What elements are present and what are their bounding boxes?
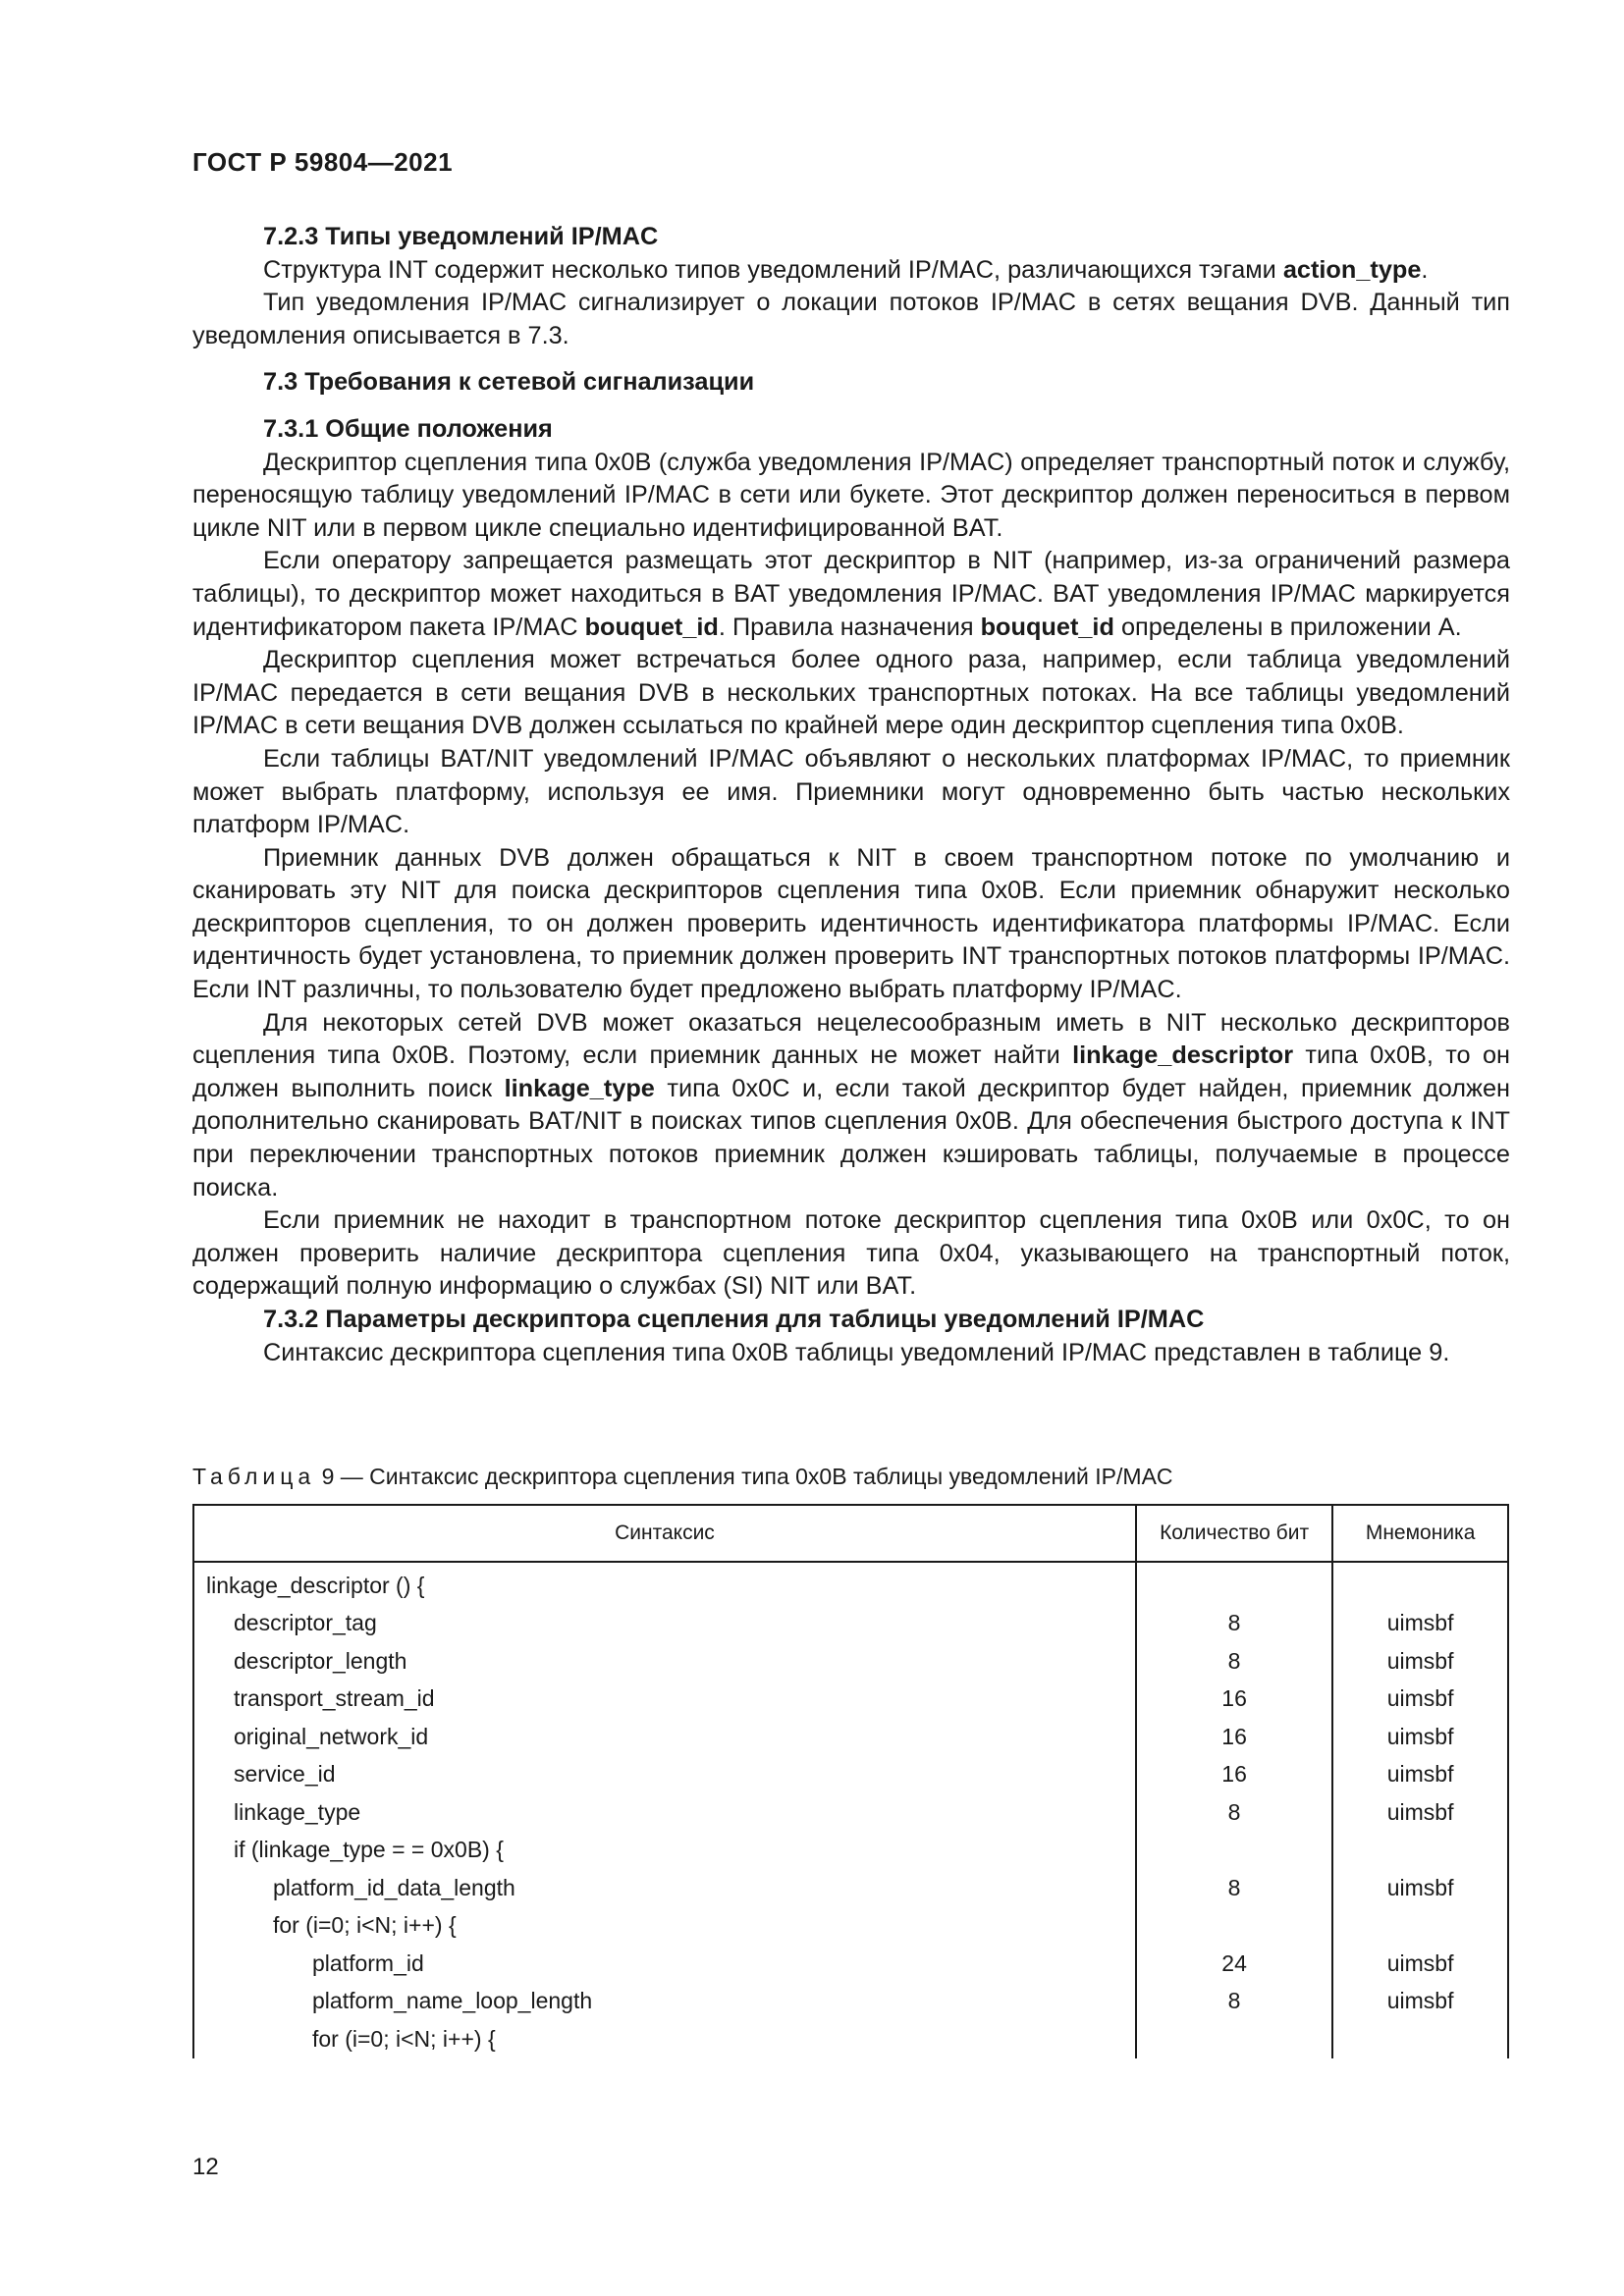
table-row xyxy=(193,1756,1508,1794)
syntax-cell: descriptor_length xyxy=(193,1642,1136,1681)
mnemonic-cell xyxy=(1332,1832,1508,1870)
table-header-row xyxy=(193,1505,1508,1562)
mnemonic-cell xyxy=(1332,1562,1508,1605)
section-7-3-title: 7.3 Требования к сетевой сигнализации xyxy=(263,368,755,397)
table-caption xyxy=(192,1464,1173,1490)
bits-cell: 8 xyxy=(1136,1983,1332,2021)
table-row xyxy=(193,1718,1508,1756)
mnemonic-cell: uimsbf xyxy=(1332,1756,1508,1794)
mnemonic-cell: uimsbf xyxy=(1332,1681,1508,1719)
mnemonic-cell: uimsbf xyxy=(1332,1605,1508,1643)
syntax-cell: platform_name_loop_length xyxy=(193,1983,1136,2021)
paragraph: Для некоторых сетей DVB может оказаться нецелесообразным иметь в NIT несколько дескрипторов сцепления типа 0x0B. Поэтому, если приемник данных не может найти linkage_descriptor типа 0x0B, то он должен выполнить поиск linkage_type типа 0x0C и, если такой дескриптор будет найден, приемник должен дополнительно сканировать BAT/NIT в поисках типов сцепления 0x0B. Для обеспечения быстрого доступа к INT при переключении транспортных потоков приемник должен кэшировать таблицы, получаемые в процессе поиска. xyxy=(192,1008,1511,1201)
mnemonic-cell: uimsbf xyxy=(1332,1945,1508,1983)
bits-cell xyxy=(1136,1907,1332,1946)
column-header-bits: Количество бит xyxy=(1136,1505,1332,1562)
bits-cell: 24 xyxy=(1136,1945,1332,1983)
document-header: ГОСТ Р 59804—2021 xyxy=(192,147,454,177)
term-bouquet-id: bouquet_id xyxy=(584,613,719,641)
table-row xyxy=(193,1869,1508,1907)
bits-cell: 8 xyxy=(1136,1642,1332,1681)
section-7-3-1-title: 7.3.1 Общие положения xyxy=(263,414,553,443)
bits-cell: 8 xyxy=(1136,1605,1332,1643)
table-row xyxy=(193,1945,1508,1983)
syntax-cell: linkage_type xyxy=(193,1793,1136,1832)
term-bouquet-id: bouquet_id xyxy=(980,613,1114,641)
mnemonic-cell: uimsbf xyxy=(1332,1869,1508,1907)
syntax-cell: platform_id_data_length xyxy=(193,1869,1136,1907)
bits-cell: 8 xyxy=(1136,1869,1332,1907)
mnemonic-cell xyxy=(1332,1907,1508,1946)
paragraph: Дескриптор сцепления типа 0x0B (служба уведомления IP/MAC) определяет транспортный поток и службу, переносящую таблицу уведомлений IP/MAC в сети или букете. Этот дескриптор должен переноситься в первом цикле NIT или в первом цикле специально идентифицированной BAT. xyxy=(192,448,1510,542)
column-header-mnemonic: Мнемоника xyxy=(1332,1505,1508,1562)
term-action-type: action_type xyxy=(1282,255,1422,284)
paragraph: Приемник данных DVB должен обращаться к NIT в своем транспортном потоке по умолчанию и сканировать эту NIT для поиска дескрипторов сцепления типа 0x0B. Если приемник обнаружит несколько дескрипторов сцепления, то он должен проверить идентичность идентификатора платформы IP/MAC. Если идентичность будет установлена, то приемник должен проверить INT транспортных потоков платформы IP/MAC. Если INT различны, то пользователю будет предложено выбрать платформу IP/MAC. xyxy=(192,843,1510,1004)
table-row xyxy=(193,1642,1508,1681)
paragraph: Если таблицы BAT/NIT уведомлений IP/MAC объявляют о нескольких платформах IP/MAC, то приемник может выбрать платформу, используя ее имя. Приемники могут одновременно быть частью нескольких платформ IP/MAC. xyxy=(192,744,1510,839)
bits-cell xyxy=(1136,1832,1332,1870)
bits-cell xyxy=(1136,1562,1332,1605)
column-header-syntax: Синтаксис xyxy=(193,1505,1136,1562)
bits-cell: 8 xyxy=(1136,1793,1332,1832)
syntax-cell: descriptor_tag xyxy=(193,1605,1136,1643)
paragraph: Дескриптор сцепления может встречаться более одного раза, например, если таблица уведомлений IP/MAC передается в сети вещания DVB в нескольких транспортных потоках. На все таблицы уведомлений IP/MAC в сети вещания DVB должен ссылаться по крайней мере один дескриптор сцепления типа 0x0B. xyxy=(192,646,1510,740)
syntax-table xyxy=(192,1504,1509,2058)
document-body xyxy=(192,221,1510,1369)
mnemonic-cell: uimsbf xyxy=(1332,1642,1508,1681)
paragraph: Если приемник не находит в транспортном потоке дескриптор сцепления типа 0x0B или 0x0C, то он должен проверить наличие дескриптора сцепления типа 0x04, указывающего на транспортный поток, содержащий полную информацию о службах (SI) NIT или BAT. xyxy=(192,1206,1510,1301)
syntax-cell: for (i=0; i<N; i++) { xyxy=(193,2020,1136,2058)
mnemonic-cell: uimsbf xyxy=(1332,1983,1508,2021)
syntax-cell: original_network_id xyxy=(193,1718,1136,1756)
paragraph: Структура INT содержит несколько типов уведомлений IP/MAC, различающихся тэгами action_type. xyxy=(263,255,1429,284)
table-caption-text: 9 — Синтаксис дескриптора сцепления типа 0x0B таблицы уведомлений IP/MAC xyxy=(315,1464,1173,1489)
syntax-cell: for (i=0; i<N; i++) { xyxy=(193,1907,1136,1946)
table-row xyxy=(193,1907,1508,1946)
table-row xyxy=(193,1562,1508,1605)
syntax-cell: transport_stream_id xyxy=(193,1681,1136,1719)
paragraph: Если оператору запрещается размещать этот дескриптор в NIT (например, из-за ограничений размера таблицы), то дескриптор может находиться в BAT уведомления IP/MAC. BAT уведомления IP/MAC маркируется идентификатором пакета IP/MAC bouquet_id. Правила назначения bouquet_id определены в приложении A. xyxy=(192,547,1510,641)
term-linkage-descriptor: linkage_descriptor xyxy=(1072,1041,1294,1070)
syntax-cell: if (linkage_type = = 0x0B) { xyxy=(193,1832,1136,1870)
paragraph: Синтаксис дескриптора сцепления типа 0x0B таблицы уведомлений IP/MAC представлен в таблице 9. xyxy=(263,1338,1450,1366)
table-row xyxy=(193,1793,1508,1832)
bits-cell: 16 xyxy=(1136,1756,1332,1794)
table-row xyxy=(193,1605,1508,1643)
mnemonic-cell xyxy=(1332,2020,1508,2058)
table-row xyxy=(193,2020,1508,2058)
paragraph: Тип уведомления IP/MAC сигнализирует о локации потоков IP/MAC в сетях вещания DVB. Данный тип уведомления описывается в 7.3. xyxy=(192,289,1510,349)
mnemonic-cell: uimsbf xyxy=(1332,1793,1508,1832)
section-7-2-3-title: 7.2.3 Типы уведомлений IP/MAC xyxy=(263,223,659,250)
table-caption-label: Таблица xyxy=(192,1464,316,1489)
table-row xyxy=(193,1832,1508,1870)
page-number: 12 xyxy=(192,2154,219,2180)
bits-cell: 16 xyxy=(1136,1681,1332,1719)
bits-cell xyxy=(1136,2020,1332,2058)
table-row xyxy=(193,1681,1508,1719)
bits-cell: 16 xyxy=(1136,1718,1332,1756)
syntax-cell: platform_id xyxy=(193,1945,1136,1983)
mnemonic-cell: uimsbf xyxy=(1332,1718,1508,1756)
term-linkage-type: linkage_type xyxy=(504,1074,655,1102)
table-row xyxy=(193,1983,1508,2021)
section-7-3-2-title: 7.3.2 Параметры дескриптора сцепления для таблицы уведомлений IP/MAC xyxy=(263,1306,1205,1333)
syntax-cell: linkage_descriptor () { xyxy=(193,1562,1136,1605)
syntax-cell: service_id xyxy=(193,1756,1136,1794)
